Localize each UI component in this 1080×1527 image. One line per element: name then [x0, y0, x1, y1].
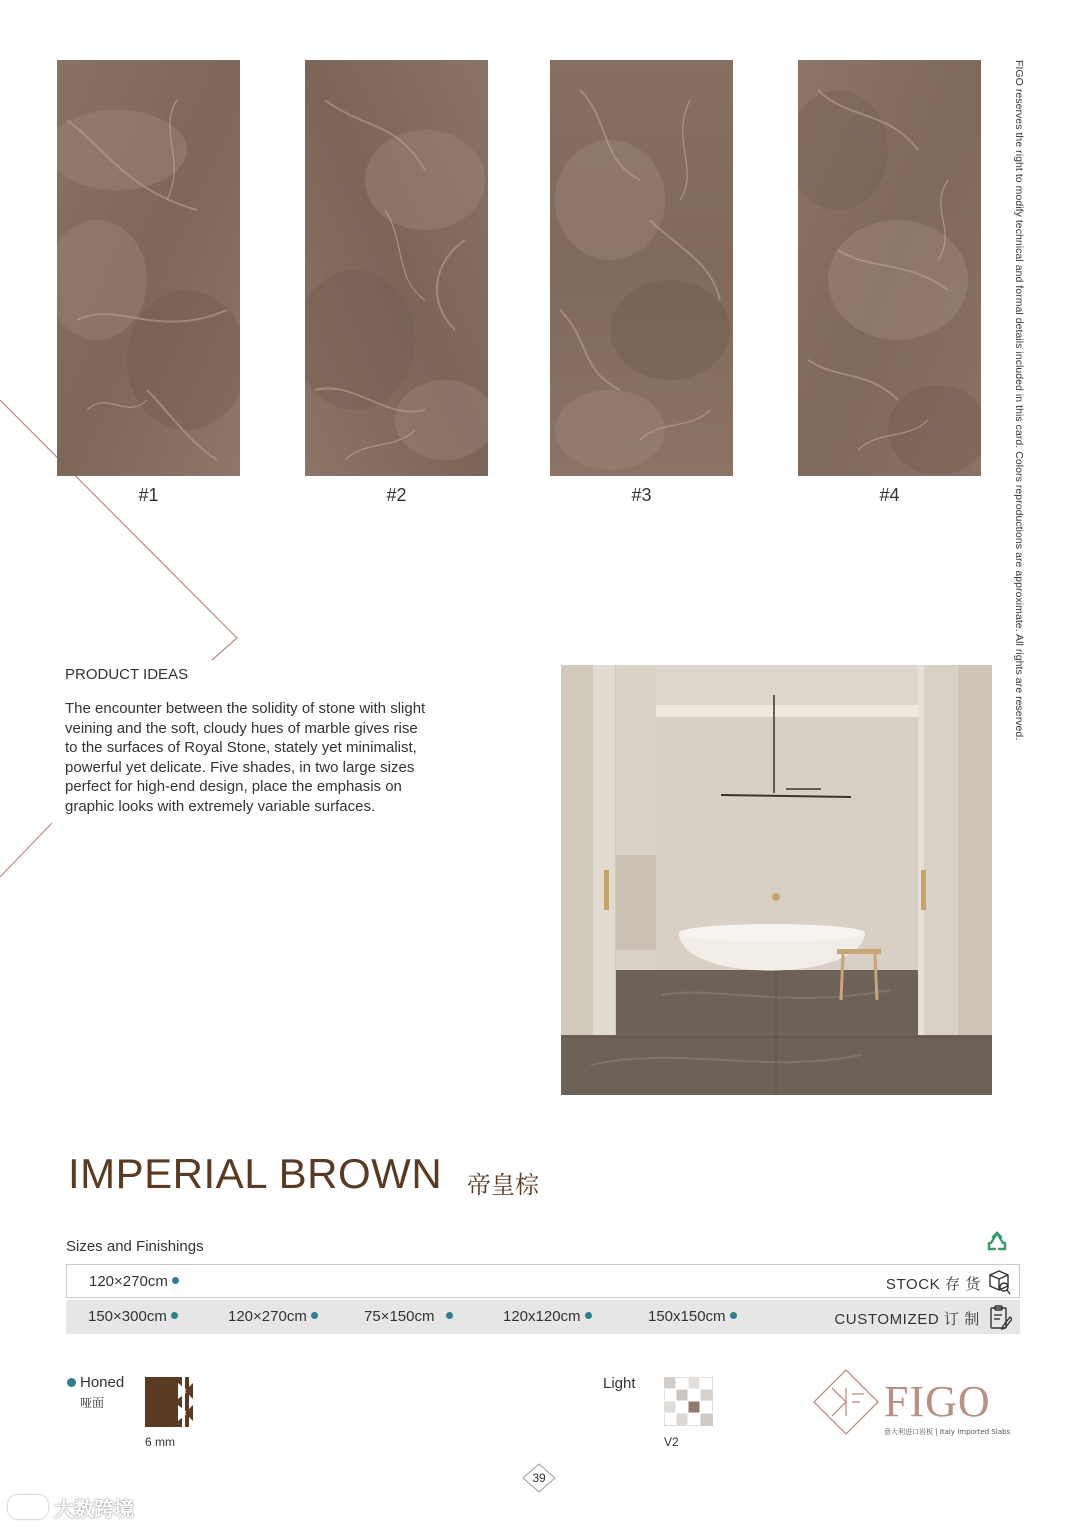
product-ideas-line: powerful yet delicate. Five shades, in two large sizes	[65, 758, 415, 776]
recycle-icon	[985, 1231, 1009, 1255]
product-ideas-title: PRODUCT IDEAS	[65, 666, 189, 683]
product-ideas-line: The encounter between the solidity of stone with slight	[65, 700, 426, 717]
product-ideas-line: to the surfaces of Royal Stone, stately yet minimalist,	[65, 739, 417, 757]
disclaimer-vertical-text: FIGO reserves the right to modify technical and formal details included in this card. Colors reproductions are approximate. All rights are reserved.	[1013, 60, 1025, 741]
page-number: 39	[532, 1471, 546, 1485]
availability-dot	[171, 1312, 178, 1319]
product-ideas-line: perfect for high-end design, place the emphasis on	[65, 778, 402, 796]
stock-row	[66, 1264, 1020, 1298]
custom-size: 120×270cm	[228, 1308, 318, 1325]
product-name-cn: 帝皇棕	[467, 1172, 539, 1199]
custom-size: 150x150cm	[648, 1308, 737, 1325]
slab-image-2	[305, 60, 488, 476]
slab-label-2: #2	[386, 485, 407, 505]
clipboard-icon	[988, 1304, 1012, 1330]
thickness-icon	[145, 1377, 193, 1427]
product-name: IMPERIAL BROWN	[68, 1150, 443, 1197]
product-ideas-body	[65, 699, 465, 817]
variation-label: Light	[603, 1375, 636, 1392]
finish-dot	[67, 1378, 76, 1387]
svg-text:FIGO: FIGO	[884, 1377, 991, 1426]
figo-logo	[812, 1368, 1018, 1438]
bathroom-photo	[561, 665, 992, 1095]
custom-size: 120x120cm	[503, 1308, 592, 1325]
custom-size: 75×150cm	[364, 1308, 453, 1325]
customized-row	[66, 1300, 1020, 1334]
slab-label-3: #3	[631, 485, 652, 505]
slab-image-4	[798, 60, 981, 476]
finish-label: Honed	[80, 1374, 125, 1391]
variation-code: V2	[664, 1435, 679, 1449]
watermark-text: 大数跨境	[54, 1499, 134, 1521]
product-ideas-line: veining and the soft, cloudy hues of marble gives rise	[65, 719, 418, 737]
customized-label: CUSTOMIZED 订 制	[834, 1311, 980, 1328]
availability-dot	[585, 1312, 592, 1319]
sizes-title: Sizes and Finishings	[66, 1238, 204, 1255]
availability-dot	[730, 1312, 737, 1319]
thickness-label: 6 mm	[145, 1435, 175, 1449]
variation-grid-icon	[664, 1377, 713, 1426]
custom-size: 150×300cm	[88, 1308, 178, 1325]
slab-image-1	[57, 60, 240, 476]
watermark	[8, 1493, 134, 1521]
slab-label-4: #4	[879, 485, 900, 505]
availability-dot	[311, 1312, 318, 1319]
stock-label: STOCK 存 货	[885, 1276, 981, 1293]
watermark-logo-icon	[8, 1495, 48, 1519]
availability-dot	[172, 1277, 179, 1284]
finish-label-cn: 哑面	[80, 1396, 105, 1410]
svg-text:意大利进口岩板 | Italy Imported Slabs: 意大利进口岩板 | Italy Imported Slabs	[884, 1428, 1011, 1436]
stock-size: 120×270cm	[89, 1273, 179, 1290]
availability-dot	[446, 1312, 453, 1319]
product-ideas-line: graphic looks with extremely variable surfaces.	[65, 797, 376, 815]
slab-image-3	[550, 60, 733, 476]
stock-icon	[987, 1269, 1011, 1295]
slab-label-1: #1	[138, 485, 159, 505]
